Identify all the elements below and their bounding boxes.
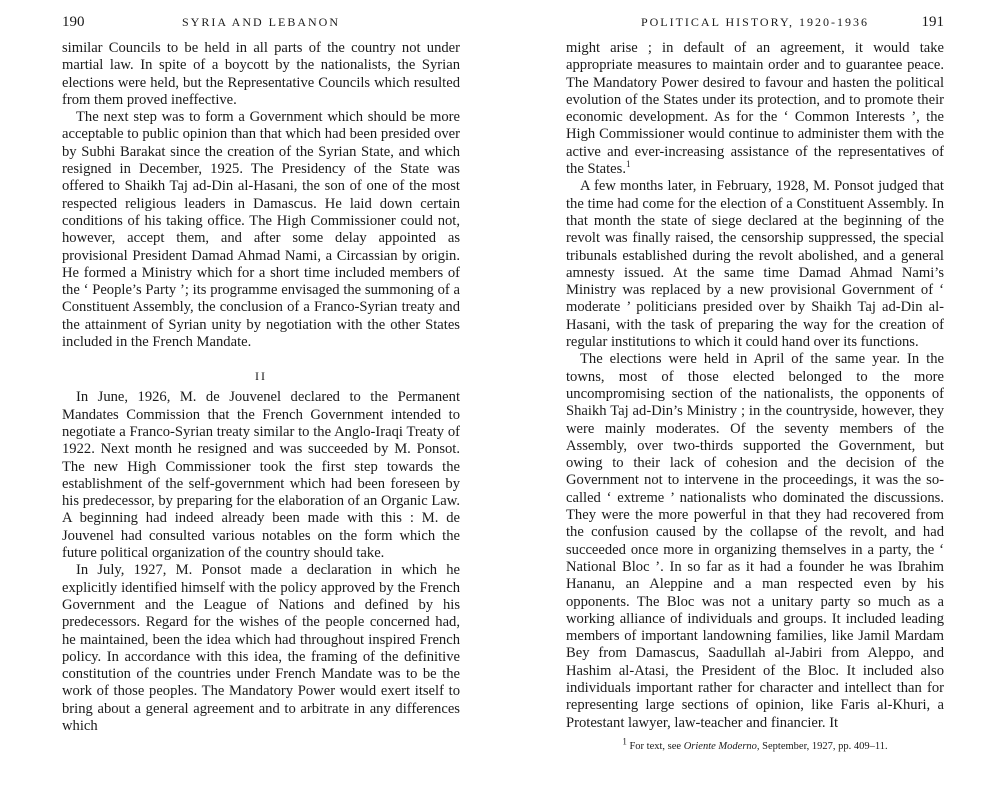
left-paragraph-4: In July, 1927, M. Ponsot made a declaration in which he explicitly identified himself with the policy approved by the French Government and the League of Nations and defined by his predecessors. Regard for the wishes of the people concerned had, he maintained, been the idea which had throughout inspired French policy. In accordance with this idea, the framing of the definitive constitution of the countries under French Mandate was to be the work of those peoples. The Mandatory Power would exert itself to bring about a general agreement and to arbitrate in any differences which	[62, 562, 460, 734]
right-page-number: 191	[921, 14, 944, 30]
left-page-body	[62, 40, 460, 735]
footnote-details: September, 1927, pp. 409–11.	[762, 740, 888, 752]
right-page-header	[566, 14, 944, 40]
right-paragraph-1-text: might arise ; in default of an agreement, it would take appropriate measures to maintain order and to guarantee peace. The Mandatory Power desired to favour and hasten the political evolution of the States under its protection, and to promote their economic development. As for the ‘ Common Interests ’, the High Commissioner would continue to administer them with the active and ever-increasing assistance of the representatives of the States.	[566, 40, 944, 178]
footnote	[566, 736, 944, 753]
footnote-source: Oriente Moderno,	[683, 740, 760, 752]
left-running-head: SYRIA AND LEBANON	[181, 15, 340, 29]
right-page-body	[566, 40, 944, 753]
left-paragraph-2: The next step was to form a Government which should be more acceptable to public opinion than that which had been presided over by Subhi Barakat since the creation of the Syrian State, and which resigned in December, 1925. The Presidency of the State was offered to Shaikh Taj ad-Din al-Hasani, the son of one of the most respected religious leaders in Damascus. He laid down certain conditions of his taking office. The High Commissioner could not, however, accept them, and after some delay appointed as provisional President Damad Ahmad Nami, a Circassian by origin. He formed a Ministry which for a short time included members of the ‘ People’s Party ’; its programme envisaged the summoning of a Constituent Assembly, the conclusion of a Franco-Syrian treaty and the attainment of Syrian unity by negotiation with the other States included in the French Mandate.	[62, 109, 460, 351]
left-paragraph-3: In June, 1926, M. de Jouvenel declared to the Permanent Mandates Commission that the French Government intended to negotiate a Franco-Syrian treaty similar to the Anglo-Iraqi Treaty of 1922. Next month he resigned and was succeeded by M. Ponsot. The new High Commissioner took the first step towards the establishment of the self-government which had been foreseen by his predecessor, by preparing for the elaboration of an Organic Law. A beginning had indeed already been made with this : M. de Jouvenel had consulted various notables on the form which the future political organization of the country should take.	[62, 389, 460, 562]
right-paragraph-2: A few months later, in February, 1928, M. Ponsot judged that the time had come for the election of a Constituent Assembly. In that month the state of siege declared at the beginning of the revolt was finally raised, the censorship suppressed, the special tribunals established during the revolt abolished, and a general amnesty issued. At the same time Damad Ahmad Nami’s Ministry was replaced by a new provisional Government of ‘ moderate ’ politicians presided over by Shaikh Taj ad-Din al-Hasani, with the task of preparing the way for the creation of regular institutions to which it could hand over its functions.	[566, 178, 944, 351]
right-paragraph-1	[566, 40, 944, 178]
right-paragraph-3: The elections were held in April of the same year. In the towns, most of those elected belonged to the more uncompromising section of the nationalists, the opponents of Shaikh Taj ad-Din’s Ministry ; in the countryside, however, they were mainly moderates. Of the seventy members of the Assembly, over two-thirds supported the Government, but owing to their lack of cohesion and the decision of the Government not to intervene in the proceedings, it was the so-called ‘ extreme ’ nationalists who dominated the discussions. They were the more powerful in that they had recovered from the confusion caused by the collapse of the revolt, and had succeeded once more in organizing themselves in a party, the ‘ National Bloc ’. In so far as it had a founder he was Ibrahim Hananu, an Aleppine and a man respected even by his opponents. The Bloc was not a unitary party so much as a working alliance of individuals and groups. It included leading members of important landowning families, like Jamil Mardam Bey from Damascus, Saadullah al-Jabiri from Aleppo, and Hashim al-Atasi, the President of the Bloc. It included also individuals important rather for character and intellect than for representing large sections of opinion, like Faris al-Khuri, a Protestant lawyer, law-teacher and financier. It	[566, 351, 944, 731]
footnote-marker: 1	[622, 736, 627, 747]
footnote-reference: 1	[626, 159, 631, 170]
right-running-head: POLITICAL HISTORY, 1920-1936	[640, 15, 870, 29]
right-page	[566, 0, 944, 753]
left-page	[62, 0, 460, 735]
left-page-header	[62, 14, 460, 40]
footnote-prefix: For text, see	[629, 740, 682, 752]
left-page-number: 190	[62, 14, 85, 30]
section-number: II	[255, 369, 267, 384]
left-paragraph-1: similar Councils to be held in all parts of the country not under martial law. In spite of a boycott by the nationalists, the Syrian elections were held, but the Representative Councils which resulted from them proved ineffective.	[62, 40, 460, 108]
